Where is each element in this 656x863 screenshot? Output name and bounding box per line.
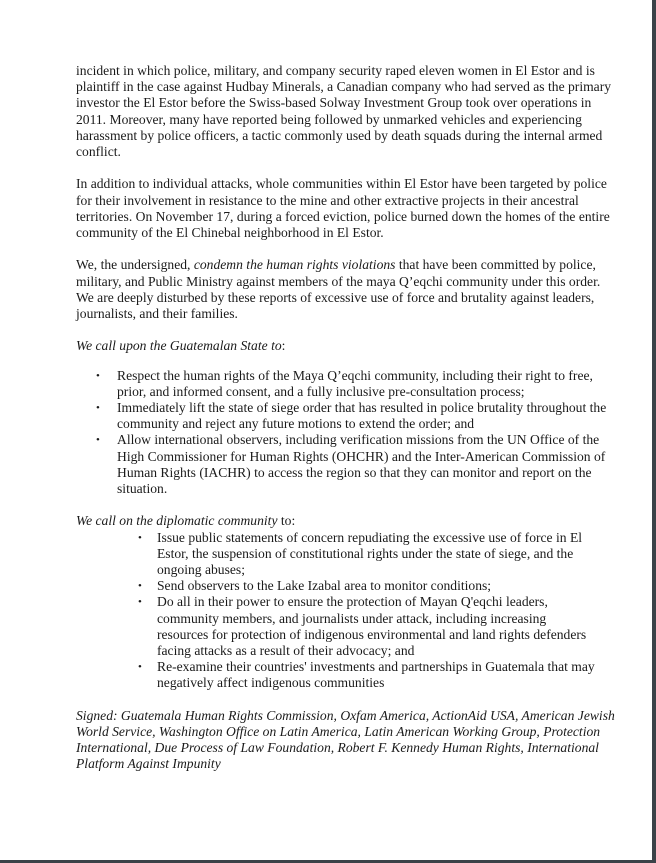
condemnation-start: We, the undersigned, (76, 257, 194, 273)
list-item-text: Send observers to the Lake Izabal area to monitor conditions; (157, 578, 492, 594)
bullet-icon: • (96, 434, 100, 447)
list-item-text: Immediately lift the state of siege order that has resulted in police brutality throughout the community and reject any future motions to extend the order; and (117, 400, 607, 432)
list-item-text: Allow international observers, including verification missions from the UN Office of the High Commissioner for Human Rights (OHCHR) and the Inter-American Commission of Human Rights (IACHR) to access the region so that they can monitor and report on the situation. (117, 432, 606, 497)
list-item (76, 530, 597, 579)
condemnation-end: that have been committed by police, military, and Public Ministry against members of the maya Q’eqchi community under this order. We are deeply disturbed by these reports of excessive use of force and brutality against leaders, journalists, and their families. (76, 257, 601, 322)
condemnation-emphasis: condemn the human rights violations (193, 257, 396, 273)
list-item-text: Issue public statements of concern repudiating the excessive use of force in El Estor, the suspension of constitutional rights under the state of siege, and the ongoing abuses; (157, 529, 583, 578)
paragraph-community-attacks: In addition to individual attacks, whole communities within El Estor have been targeted by police for their involvement in resistance to the mine and other extractive projects in their ancestral territories. On November 17, during a forced eviction, police burned down the homes of the entire community of the El Chinebal neighborhood in El Estor. (76, 176, 610, 241)
bullet-icon: • (96, 402, 100, 415)
state-demands-list (76, 368, 616, 498)
signatories: Signed: Guatemala Human Rights Commission, Oxfam America, ActionAid USA, American Jewish World Service, Washington Office on Latin America, Latin American Working Group, Protection International, Due Process of Law Foundation, Robert F. Kennedy Human Rights, International Platform Against Impunity (76, 707, 615, 772)
list-item (76, 368, 616, 400)
bullet-icon: • (138, 661, 142, 674)
state-call-heading (76, 338, 616, 354)
diplomatic-demands-list (76, 530, 616, 692)
list-item-text: Respect the human rights of the Maya Q’eqchi community, including their right to free, prior, and informed consent, and a fully inclusive pre-consultation process; (117, 367, 593, 399)
bullet-icon: • (96, 369, 100, 382)
diplomatic-call-heading-italic: We call on the diplomatic community (76, 513, 278, 529)
paragraph-incident: incident in which police, military, and company security raped eleven women in El Estor and is plaintiff in the case against Hudbay Minerals, a Canadian company who had served as the primary investor the El Estor before the Swiss-based Solway Investment Group took over operations in 2011. Moreover, many have reported being followed by unmarked vehicles and experiencing harassment by police officers, a tactic commonly used by death squads during the internal armed conflict. (76, 63, 612, 160)
bullet-icon: • (138, 580, 142, 593)
bullet-icon: • (138, 596, 142, 609)
list-item (76, 400, 616, 432)
list-item-text: Do all in their power to ensure the protection of Mayan Q'eqchi leaders, community members, and journalists under attack, including increasing resources for protection of indigenous environmental and land rights defenders facing attacks as a result of their advocacy; and (157, 594, 587, 659)
list-item (76, 594, 597, 659)
bullet-icon: • (138, 531, 142, 544)
list-item (76, 578, 597, 594)
list-item (76, 432, 616, 497)
paragraph-condemnation (76, 257, 616, 322)
list-item (76, 659, 597, 691)
diplomatic-call-heading-end: to: (277, 513, 296, 529)
list-item-text: Re-examine their countries' investments and partnerships in Guatemala that may negatively affect indigenous communities (157, 659, 595, 691)
state-call-heading-colon: : (281, 338, 286, 354)
diplomatic-call-heading (76, 513, 616, 529)
document-body (76, 63, 616, 789)
state-call-heading-italic: We call upon the Guatemalan State to (76, 338, 282, 354)
